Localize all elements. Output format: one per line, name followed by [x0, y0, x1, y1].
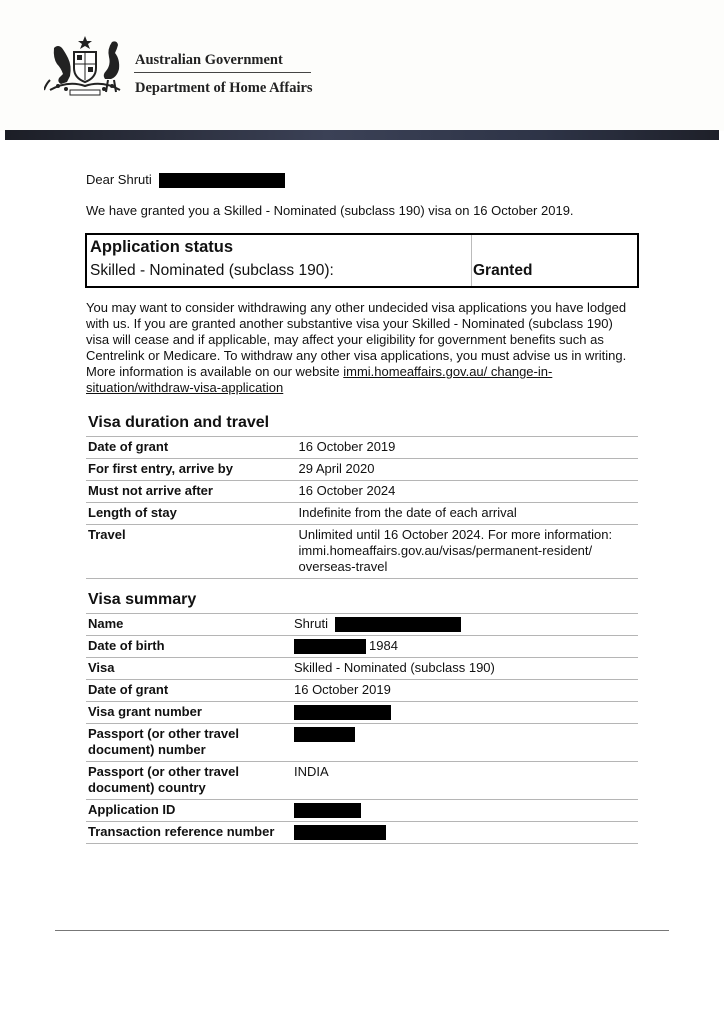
row-value: 29 April 2020: [295, 459, 638, 481]
row-value: 16 October 2019: [295, 437, 638, 459]
table-row: [86, 680, 638, 702]
summary-table: [86, 613, 638, 844]
row-label: Visa: [86, 658, 290, 680]
row-value: 16 October 2024: [295, 481, 638, 503]
redacted-application-id: [294, 803, 361, 818]
redacted-surname: [335, 617, 461, 632]
header-band: [5, 130, 719, 140]
row-value: 16 October 2019: [290, 680, 638, 702]
row-label: Visa grant number: [86, 702, 290, 724]
table-row: [86, 702, 638, 724]
redacted-birth-day-month: [294, 639, 366, 654]
row-label: Application ID: [86, 800, 290, 822]
table-row: [86, 437, 638, 459]
table-row: [86, 503, 638, 525]
header-divider: [134, 72, 311, 73]
status-value: Granted: [473, 262, 533, 279]
intro-text: We have granted you a Skilled - Nominated (subclass 190) visa on 16 October 2019.: [86, 203, 574, 218]
table-row: [86, 724, 638, 762]
table-row: [86, 636, 638, 658]
row-label: For first entry, arrive by: [86, 459, 295, 481]
redacted-surname: [159, 173, 285, 188]
summary-section-title: Visa summary: [88, 591, 197, 608]
table-row: [86, 481, 638, 503]
table-row: [86, 800, 638, 822]
row-label: Travel: [86, 525, 295, 579]
table-row: [86, 822, 638, 844]
status-divider: [471, 235, 472, 286]
row-label: Passport (or other travel document) number: [86, 724, 290, 762]
row-value-cell: [290, 614, 638, 636]
table-row: [86, 658, 638, 680]
row-label: Name: [86, 614, 290, 636]
status-title: Application status: [90, 238, 234, 256]
row-label: Length of stay: [86, 503, 295, 525]
row-label: Date of birth: [86, 636, 290, 658]
row-value: Indefinite from the date of each arrival: [295, 503, 638, 525]
row-value: Skilled - Nominated (subclass 190): [290, 658, 638, 680]
table-row: [86, 762, 638, 800]
row-label: Passport (or other travel document) country: [86, 762, 290, 800]
row-label: Must not arrive after: [86, 481, 295, 503]
row-value-cell: [290, 702, 638, 724]
duration-section-title: Visa duration and travel: [88, 414, 270, 431]
coat-of-arms-icon: [44, 34, 126, 98]
table-row: [86, 459, 638, 481]
table-row: [86, 525, 638, 579]
table-row: [86, 614, 638, 636]
redacted-passport-number: [294, 727, 355, 742]
withdraw-notice: [86, 300, 638, 396]
row-value-cell: [290, 636, 638, 658]
withdraw-link[interactable]: immi.homeaffairs.gov.au/ change-in-situation/withdraw-visa-application: [86, 364, 553, 395]
footer-divider: [55, 930, 669, 931]
row-label: Date of grant: [86, 437, 295, 459]
redacted-transaction-reference: [294, 825, 386, 840]
row-value: Unlimited until 16 October 2024. For more information: immi.homeaffairs.gov.au/visas/permanent-resident/ overseas-travel: [295, 525, 638, 579]
withdraw-notice-text: You may want to consider withdrawing any other undecided visa applications you have lodged with us. If you are granted another substantive visa your Skilled - Nominated (subclass 190) visa will cease and if applicable, may affect your eligibility for government benefits such as Centrelink or Medicare. To withdraw any other visa applications, you must advise us in writing. More information is available on our website: [86, 300, 627, 379]
status-label: Skilled - Nominated (subclass 190):: [90, 262, 334, 279]
row-value: INDIA: [290, 762, 638, 800]
row-label: Transaction reference number: [86, 822, 290, 844]
row-label: Date of grant: [86, 680, 290, 702]
government-name: Australian Government: [135, 52, 283, 68]
row-value: 1984: [369, 638, 398, 654]
row-value-cell: [290, 800, 638, 822]
salutation-text: Dear Shruti: [86, 172, 152, 187]
duration-table: [86, 436, 638, 579]
salutation: [86, 172, 285, 188]
department-name: Department of Home Affairs: [135, 80, 313, 96]
row-value-cell: [290, 724, 638, 762]
row-value: Shruti: [294, 616, 328, 631]
redacted-grant-number: [294, 705, 391, 720]
application-status-box: [85, 233, 639, 288]
row-value-cell: [290, 822, 638, 844]
